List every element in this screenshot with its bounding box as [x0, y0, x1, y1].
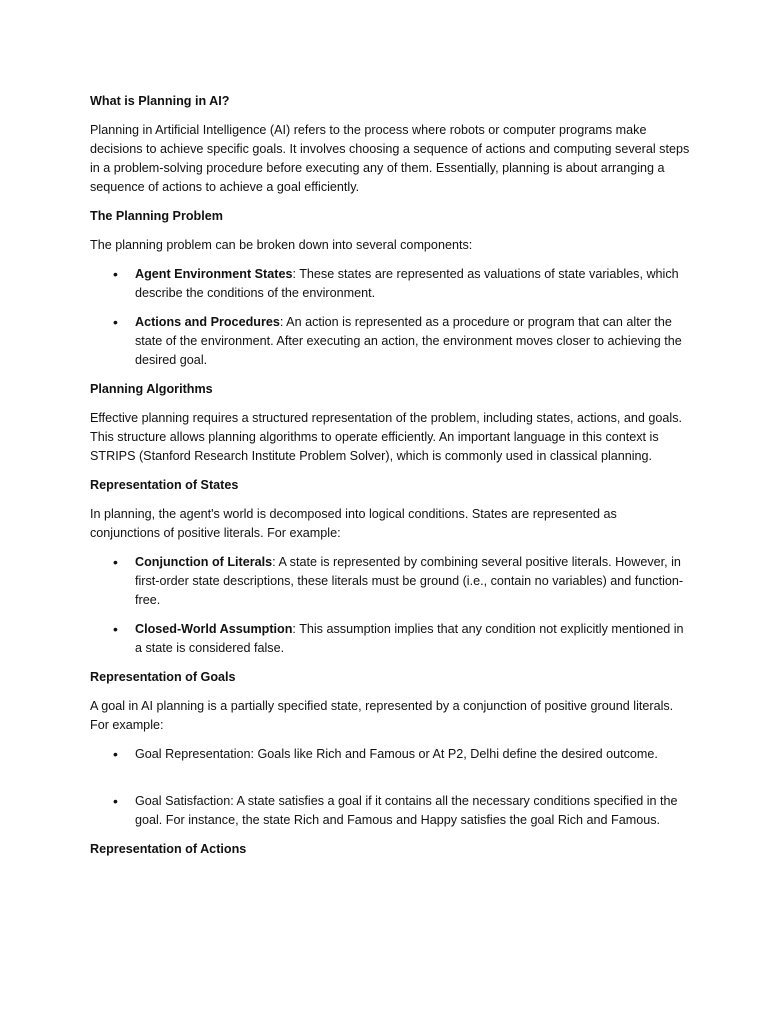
list-item	[135, 265, 690, 303]
list-item: • Goal Representation: Goals like Rich and Famous or At P2, Delhi define the desired outcome.	[135, 745, 690, 764]
list-planning-components	[90, 265, 690, 370]
list-item-term: Agent Environment States	[135, 267, 293, 281]
list-item	[135, 553, 690, 610]
heading-what-is-planning: What is Planning in AI?	[90, 94, 230, 108]
paragraph-representation-of-states: In planning, the agent's world is decomposed into logical conditions. States are represented as conjunctions of positive literals. For example:	[90, 507, 617, 540]
heading-representation-of-goals: Representation of Goals	[90, 670, 236, 684]
list-state-representation	[90, 553, 690, 658]
list-item-text: : These states are represented as valuations of state variables, which describe the conditions of the environment.	[135, 267, 679, 300]
list-item	[135, 313, 690, 370]
heading-planning-problem: The Planning Problem	[90, 209, 223, 223]
list-item-text: : This assumption implies that any condition not explicitly mentioned in a state is considered false.	[135, 622, 684, 655]
heading-representation-of-states: Representation of States	[90, 478, 239, 492]
paragraph-planning-definition: Planning in Artificial Intelligence (AI) refers to the process where robots or computer programs make decisions to achieve specific goals. It involves choosing a sequence of actions and computing several steps in a problem-solving procedure before executing any of them. Essentially, planning is about arranging a sequence of actions to achieve a goal efficiently.	[90, 123, 690, 194]
paragraph-representation-of-goals: A goal in AI planning is a partially specified state, represented by a conjunction of positive ground literals. For example:	[90, 699, 674, 732]
list-item-text: : A state is represented by combining several positive literals. However, in first-order state descriptions, these literals must be ground (i.e., contain no variables) and function-free.	[135, 555, 684, 607]
list-goal-representation	[90, 745, 690, 830]
paragraph-planning-algorithms: Effective planning requires a structured representation of the problem, including states, actions, and goals. This structure allows planning algorithms to operate efficiently. An important language in this context is STRIPS (Stanford Research Institute Problem Solver), which is commonly used in classical planning.	[90, 411, 683, 463]
list-item-term: Closed-World Assumption	[135, 622, 293, 636]
heading-representation-of-actions: Representation of Actions	[90, 842, 247, 856]
list-item-text: : An action is represented as a procedure or program that can alter the state of the environment. After executing an action, the environment moves closer to achieving the desired goal.	[135, 315, 682, 367]
list-item: • Goal Satisfaction: A state satisfies a goal if it contains all the necessary conditions specified in the goal. For instance, the state Rich and Famous and Happy satisfies the goal Rich and Famous.	[135, 792, 690, 830]
list-item	[135, 620, 690, 658]
document-body	[90, 92, 690, 869]
paragraph-planning-problem: The planning problem can be broken down into several components:	[90, 238, 473, 252]
list-item-term: Actions and Procedures	[135, 315, 280, 329]
heading-planning-algorithms: Planning Algorithms	[90, 382, 213, 396]
list-item-term: Conjunction of Literals	[135, 555, 273, 569]
